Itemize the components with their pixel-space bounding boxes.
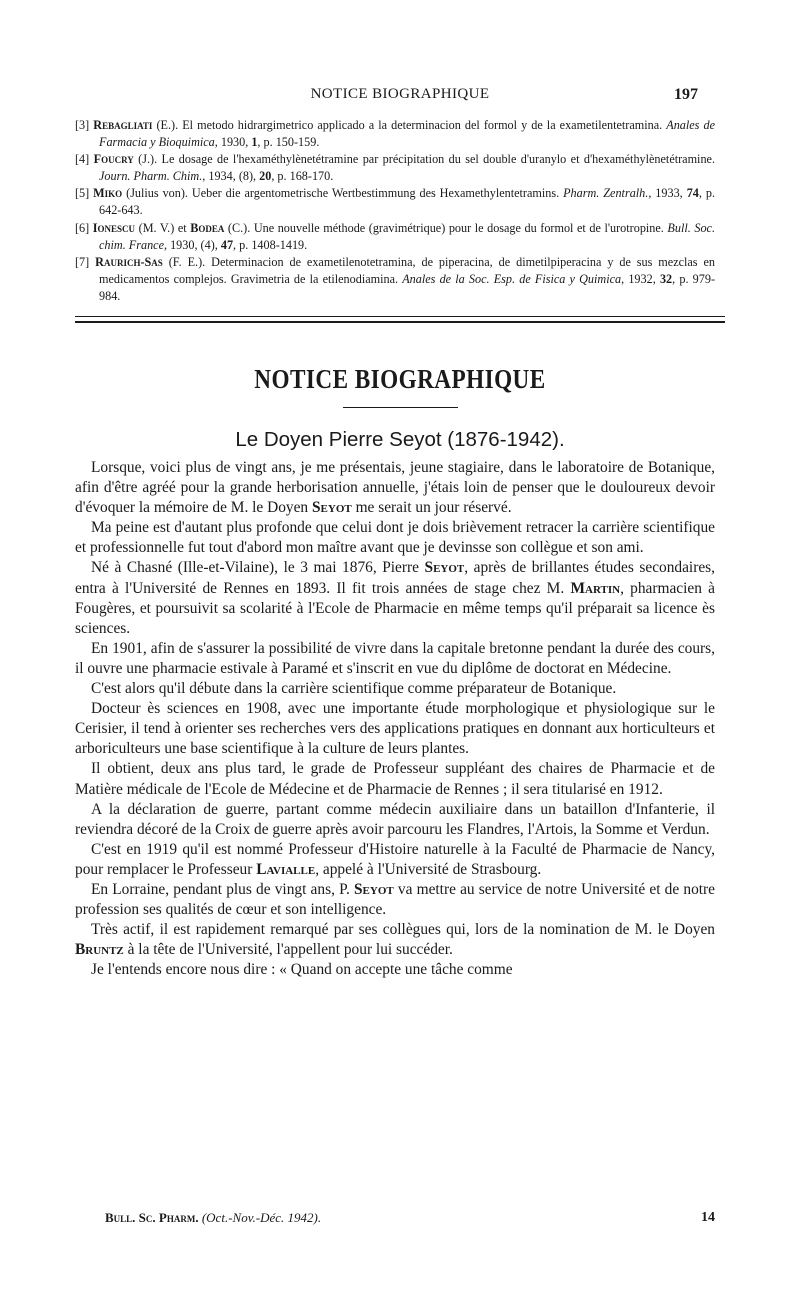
reference-author: Bodea (190, 220, 225, 235)
reference-journal: Anales de Farmacia y Bioquimica (99, 118, 715, 150)
reference-year: , 1930, (214, 135, 252, 150)
body-paragraph (75, 458, 715, 518)
paragraph-text: Il obtient, deux ans plus tard, le grade de Professeur suppléant des chaires de Pharmacie et de Matière médicale de l'Ecole de Médecine et de Pharmacie de Rennes ; il sera titularisé en 1912. (75, 760, 715, 798)
reference-text: Ueber die argentometrische Wertbestimmung des Hexamethylentetramins. (191, 186, 564, 201)
body-paragraph (75, 960, 715, 980)
section-title: NOTICE BIOGRAPHIQUE (254, 364, 546, 394)
body-paragraph (75, 840, 715, 880)
reference-volume: 20 (259, 169, 272, 184)
paragraph-text: En Lorraine, pendant plus de vingt ans, P. (91, 880, 354, 898)
reference-pages: , p. 150-159. (257, 135, 320, 150)
reference-item (75, 151, 715, 185)
person-name: Seyot (311, 499, 352, 517)
paragraph-text: Né à Chasné (Ille-et-Vilaine), le 3 mai 1876, Pierre (91, 559, 425, 577)
reference-year: , 1930, (4), (163, 237, 221, 252)
reference-text: El metodo hidrargimetrico applicado a la determinacion del formol y de la exametilentetramina. (182, 118, 667, 132)
paragraph-text: Très actif, il est rapidement remarqué par ses collègues qui, lors de la nomination de M. le Doyen (91, 921, 715, 939)
paragraph-text: va mettre au service de notre Université et de notre profession ses qualités de cœur et son intelligence. (75, 880, 715, 919)
paragraph-text: , pharmacien à Fougères, et poursuivit sa scolarité à l'Ecole de Pharmacie en même temps qu'il préparait sa licence ès sciences. (75, 579, 715, 637)
page-number: 197 (674, 86, 698, 103)
section-divider-thin (75, 316, 725, 317)
body-paragraph (75, 920, 715, 960)
article-body (75, 458, 715, 980)
person-name: Seyot (353, 880, 394, 898)
reference-number: [4] (75, 152, 90, 167)
reference-volume: 47 (220, 237, 234, 252)
reference-journal: Bull. Soc. chim. France (99, 220, 715, 252)
reference-year: , 1933, (648, 186, 687, 201)
reference-year: , 1932, (621, 271, 660, 286)
reference-initials: (Julius von). (122, 186, 192, 201)
reference-journal: Pharm. Zentralh. (563, 186, 649, 201)
reference-pages: , p. 979-984. (99, 271, 716, 303)
reference-number: [5] (75, 186, 90, 201)
paragraph-text: C'est en 1919 qu'il est nommé Professeur d'Histoire naturelle à la Faculté de Pharmacie de Nancy, pour remplacer le Professeur (75, 840, 715, 878)
reference-number: [6] (75, 220, 90, 235)
body-paragraph (75, 880, 715, 920)
footer-citation (105, 1210, 321, 1226)
reference-initials: (E.). (152, 118, 183, 132)
body-paragraph (75, 558, 715, 638)
reference-author: Raurich-Sas (95, 254, 163, 269)
reference-item (75, 185, 715, 219)
paragraph-text: à la tête de l'Université, l'appellent pour lui succéder. (123, 941, 453, 959)
reference-volume: 1 (251, 135, 258, 150)
reference-author: Miko (93, 186, 123, 201)
reference-author: Ionescu (92, 220, 136, 235)
reference-initials: (J.). (133, 152, 162, 167)
paragraph-text: , appelé à l'Université de Strasbourg. (315, 860, 542, 878)
section-divider-thick (75, 321, 725, 323)
running-head (0, 86, 800, 108)
paragraph-text: A la déclaration de guerre, partant comme médecin auxiliaire dans un bataillon d'Infanterie, il reviendra décoré de la Croix de guerre après avoir parcouru les Flandres, l'Artois, la Somme et Verdun. (75, 800, 715, 838)
reference-volume: 74 (686, 186, 699, 201)
reference-pages: , p. 168-170. (271, 169, 334, 184)
person-name: Seyot (424, 559, 465, 577)
page-footer (105, 1210, 715, 1232)
paragraph-text: Lorsque, voici plus de vingt ans, je me présentais, jeune stagiaire, dans le laboratoire de Botanique, afin d'être agréé pour la grande herborisation annuelle, j'étais loin de penser que le douloureux devoir d'évoquer la mémoire de M. le Doyen (75, 459, 715, 517)
reference-list (75, 117, 715, 305)
reference-initials: (F. E.). (162, 254, 212, 269)
body-paragraph (75, 518, 715, 558)
reference-initials: (C.). (224, 220, 254, 235)
paragraph-text: me serait un jour réservé. (351, 499, 512, 517)
reference-number: [7] (75, 254, 90, 269)
reference-pages: , p. 1408-1419. (233, 237, 308, 252)
reference-initials: (M. V.) et (135, 220, 191, 235)
body-paragraph (75, 699, 715, 759)
reference-text: Le dosage de l'hexaméthylènetétramine par précipitation du sel double d'uranylo et d'hexaméthylènetétramine. (161, 152, 715, 167)
paragraph-text: Ma peine est d'autant plus profonde que celui dont je dois brièvement retracer la carrière scientifique et professionnelle fut tout d'abord mon maître avant que je devinsse son collègue et son ami. (75, 519, 715, 557)
person-name: Martin (570, 579, 621, 597)
reference-journal: Journ. Pharm. Chim. (99, 169, 203, 184)
reference-volume: 32 (659, 271, 673, 286)
reference-author: Rebagliati (93, 118, 153, 132)
article-subtitle: Le Doyen Pierre Seyot (1876-1942). (235, 428, 565, 451)
title-underline (343, 407, 458, 408)
reference-item (75, 117, 715, 151)
paragraph-text: C'est alors qu'il débute dans la carrière scientifique comme préparateur de Botanique. (91, 680, 617, 698)
reference-author: Foucry (93, 152, 134, 167)
body-paragraph (75, 800, 715, 840)
footer-issue: (Oct.-Nov.-Déc. 1942). (201, 1210, 322, 1225)
paragraph-text: En 1901, afin de s'assurer la possibilité de vivre dans la capitale bretonne pendant la durée des cours, il ouvre une pharmacie estivale à Paramé et s'inscrit en vue du diplôme de doctorat en Médecine. (75, 639, 715, 677)
reference-number: [3] (75, 118, 90, 132)
paragraph-text: Docteur ès sciences en 1908, avec une importante étude morphologique et physiologique sur le Cerisier, il tend à orienter ses recherches vers des applications pratiques en donnant aux horticulteurs et arboriculteurs une base scientifique à la culture de leurs plantes. (75, 700, 715, 758)
running-title: NOTICE BIOGRAPHIQUE (310, 86, 490, 102)
paragraph-text: , après de brillantes études secondaires, entra à l'Université de Rennes en 1893. Il fit trois années de stage chez M. (75, 559, 716, 597)
reference-pages: , p. 642-643. (99, 186, 716, 218)
reference-text: Determinacion de exametilenotetramina, de piperacina, de dimetilpiperacina y de sus mezclas en medicamentos complejos. Gravimetria de la etilenodiamina. (99, 254, 715, 286)
reference-item (75, 220, 715, 254)
body-paragraph (75, 759, 715, 799)
body-paragraph (75, 679, 715, 699)
body-paragraph (75, 639, 715, 679)
reference-text: Une nouvelle méthode (gravimétrique) pour le dosage du formol et de l'urotropine. (253, 220, 668, 235)
person-name: Bruntz (75, 941, 124, 959)
reference-year: , 1934, (8), (202, 169, 260, 184)
paragraph-text: Je l'entends encore nous dire : « Quand on accepte une tâche comme (91, 961, 513, 979)
footer-signature: 14 (701, 1210, 715, 1225)
reference-journal: Anales de la Soc. Esp. de Fisica y Quimica (402, 271, 622, 286)
person-name: Lavialle (256, 860, 316, 878)
footer-journal: Bull. Sc. Pharm. (105, 1210, 199, 1225)
reference-item (75, 254, 715, 305)
